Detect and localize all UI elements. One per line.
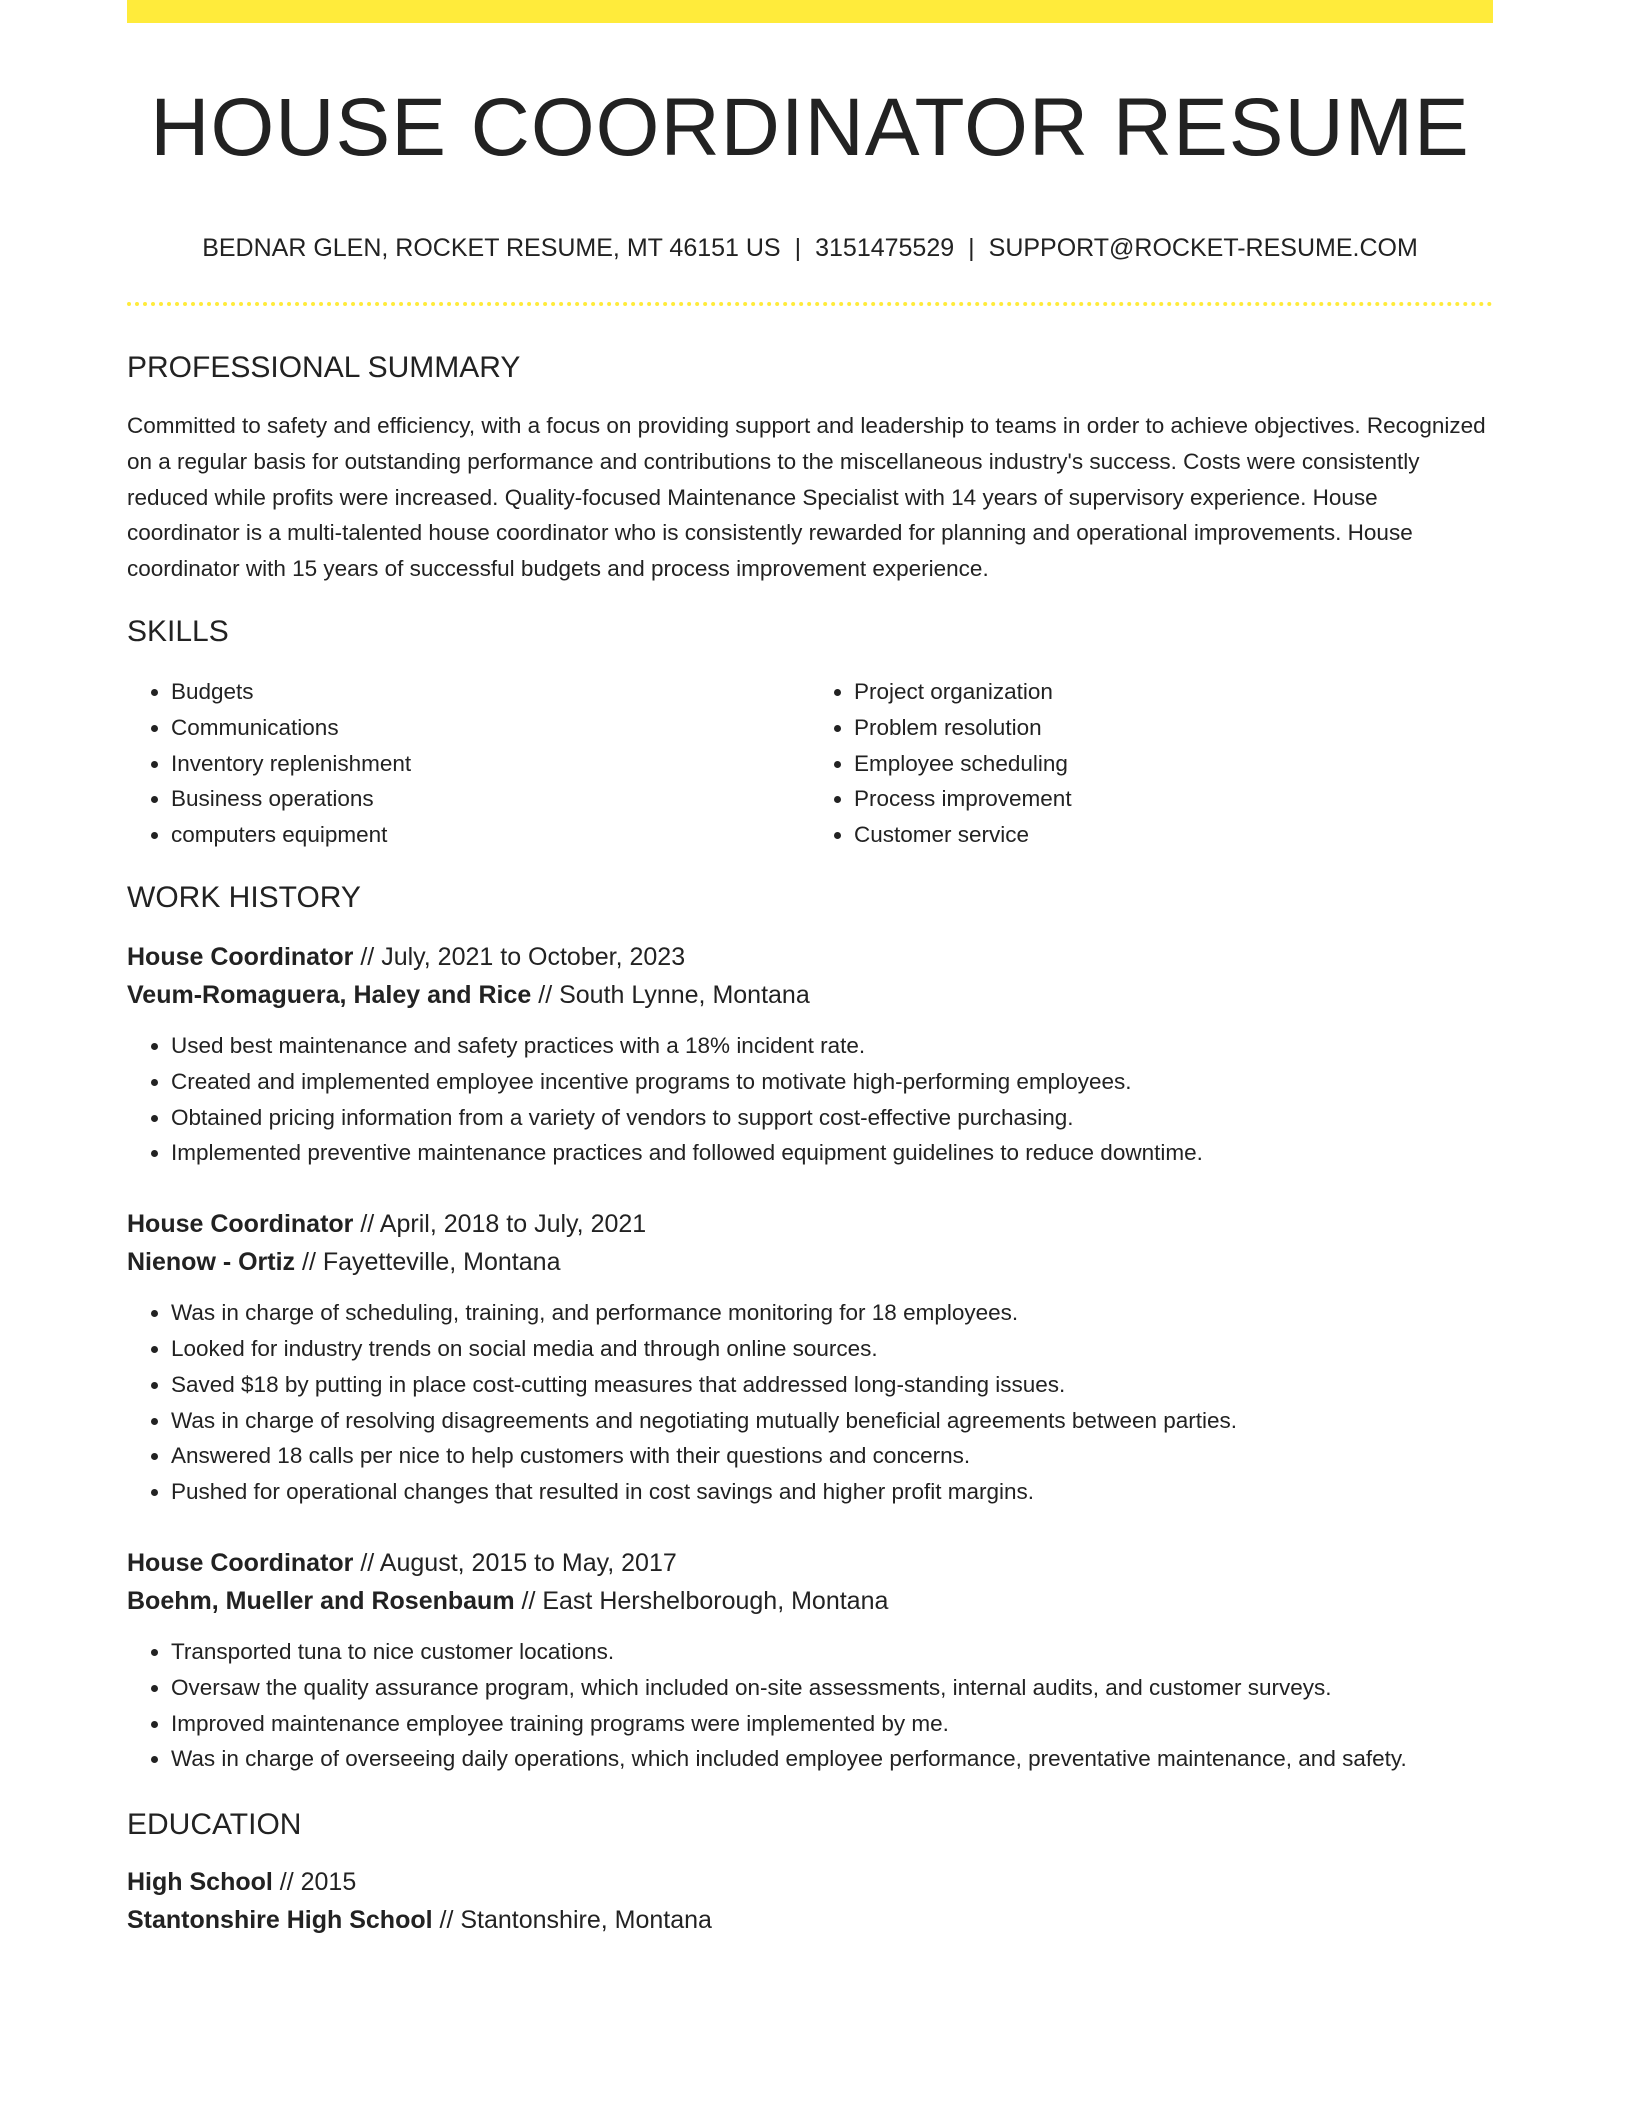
contact-separator: | (968, 234, 975, 263)
job-bullet: • Transported tuna to nice customer locations. (171, 1634, 1493, 1670)
skill-item: • Employee scheduling (854, 746, 1493, 782)
job-bullet: • Saved $18 by putting in place cost-cutting measures that addressed long-standing issues. (171, 1367, 1493, 1403)
education-school: Stantonshire High School (127, 1906, 433, 1935)
education-heading: EDUCATION (127, 1808, 302, 1842)
job-company-line (127, 976, 1493, 1014)
job-bullet: • Answered 18 calls per nice to help customers with their questions and concerns. (171, 1438, 1493, 1474)
job-title-line (127, 1544, 1493, 1582)
education-degree: High School (127, 1868, 273, 1897)
job-bullet: • Oversaw the quality assurance program, which included on-site assessments, internal audits, and customer surveys. (171, 1670, 1493, 1706)
education-year: // 2015 (272, 1868, 357, 1897)
job-company: Boehm, Mueller and Rosenbaum (127, 1587, 515, 1616)
job-bullet: • Used best maintenance and safety practices with a 18% incident rate. (171, 1028, 1493, 1064)
education-degree-line (127, 1863, 1493, 1901)
job-location: // South Lynne, Montana (531, 981, 810, 1010)
job-bullet: • Implemented preventive maintenance practices and followed equipment guidelines to reduce downtime. (171, 1135, 1493, 1171)
contact-separator: | (794, 234, 802, 263)
top-accent-bar (127, 0, 1493, 23)
job-bullet: • Obtained pricing information from a variety of vendors to support cost-effective purchasing. (171, 1100, 1493, 1136)
job-entry (127, 1205, 1493, 1510)
job-title: House Coordinator (127, 1549, 354, 1578)
job-bullets (127, 1028, 1493, 1171)
job-company: Veum-Romaguera, Haley and Rice (127, 981, 532, 1010)
job-entry (127, 1544, 1493, 1777)
resume-page (127, 0, 1493, 1939)
job-bullet: • Was in charge of scheduling, training, and performance monitoring for 18 employees. (171, 1295, 1493, 1331)
skill-item: • Communications (171, 710, 810, 746)
job-company: Nienow - Ortiz (127, 1248, 296, 1277)
header-divider (127, 302, 1493, 306)
education-location: // Stantonshire, Montana (432, 1906, 712, 1935)
contact-line (127, 233, 1493, 263)
job-company-line (127, 1582, 1493, 1620)
skill-item: • Project organization (854, 674, 1493, 710)
contact-address: BEDNAR GLEN, ROCKET RESUME, MT 46151 US (202, 234, 781, 263)
job-bullet: • Looked for industry trends on social media and through online sources. (171, 1331, 1493, 1367)
job-bullet: • Improved maintenance employee training programs were implemented by me. (171, 1706, 1493, 1742)
job-dates: // August, 2015 to May, 2017 (353, 1549, 677, 1578)
job-location: // Fayetteville, Montana (295, 1248, 561, 1277)
skills-heading: SKILLS (127, 615, 229, 649)
job-bullet: • Was in charge of resolving disagreements and negotiating mutually beneficial agreements between parties. (171, 1403, 1493, 1439)
skill-item: • Customer service (854, 817, 1493, 853)
summary-text: Committed to safety and efficiency, with a focus on providing support and leadership to teams in order to achieve objectives. Recognized on a regular basis for outstanding performance and contributions to the miscellaneous industry's success. Costs were consistently reduced while profits were increased. Quality-focused Maintenance Specialist with 14 years of supervisory experience. House coordinator is a multi-talented house coordinator who is consistently rewarded for planning and operational improvements. House coordinator with 15 years of successful budgets and process improvement experience. (127, 413, 1486, 582)
skill-item: • computers equipment (171, 817, 810, 853)
skill-item: • Business operations (171, 781, 810, 817)
work-history-heading: WORK HISTORY (127, 881, 361, 915)
skill-item: • Inventory replenishment (171, 746, 810, 782)
job-dates: // July, 2021 to October, 2023 (353, 943, 686, 972)
job-title: House Coordinator (127, 1210, 354, 1239)
resume-title: HOUSE COORDINATOR RESUME (150, 82, 1470, 173)
job-dates: // April, 2018 to July, 2021 (353, 1210, 647, 1239)
job-entry (127, 938, 1493, 1171)
job-title-line (127, 938, 1493, 976)
job-title: House Coordinator (127, 943, 354, 972)
job-location: // East Hershelborough, Montana (514, 1587, 889, 1616)
job-bullets (127, 1634, 1493, 1777)
skills-grid (127, 674, 1493, 853)
job-company-line (127, 1243, 1493, 1281)
job-bullets (127, 1295, 1493, 1510)
skill-item: • Budgets (171, 674, 810, 710)
contact-email: SUPPORT@ROCKET-RESUME.COM (988, 234, 1418, 263)
skill-item: • Problem resolution (854, 710, 1493, 746)
job-bullet: • Created and implemented employee incentive programs to motivate high-performing employees. (171, 1064, 1493, 1100)
education-entry (127, 1863, 1493, 1939)
job-bullet: • Was in charge of overseeing daily operations, which included employee performance, preventative maintenance, and safety. (171, 1741, 1493, 1777)
job-bullet: • Pushed for operational changes that resulted in cost savings and higher profit margins. (171, 1474, 1493, 1510)
education-school-line (127, 1901, 1493, 1939)
skill-item: • Process improvement (854, 781, 1493, 817)
summary-heading: PROFESSIONAL SUMMARY (127, 351, 521, 385)
skills-column-left (127, 674, 810, 853)
skills-column-right (810, 674, 1493, 853)
job-title-line (127, 1205, 1493, 1243)
contact-phone: 3151475529 (815, 234, 955, 263)
